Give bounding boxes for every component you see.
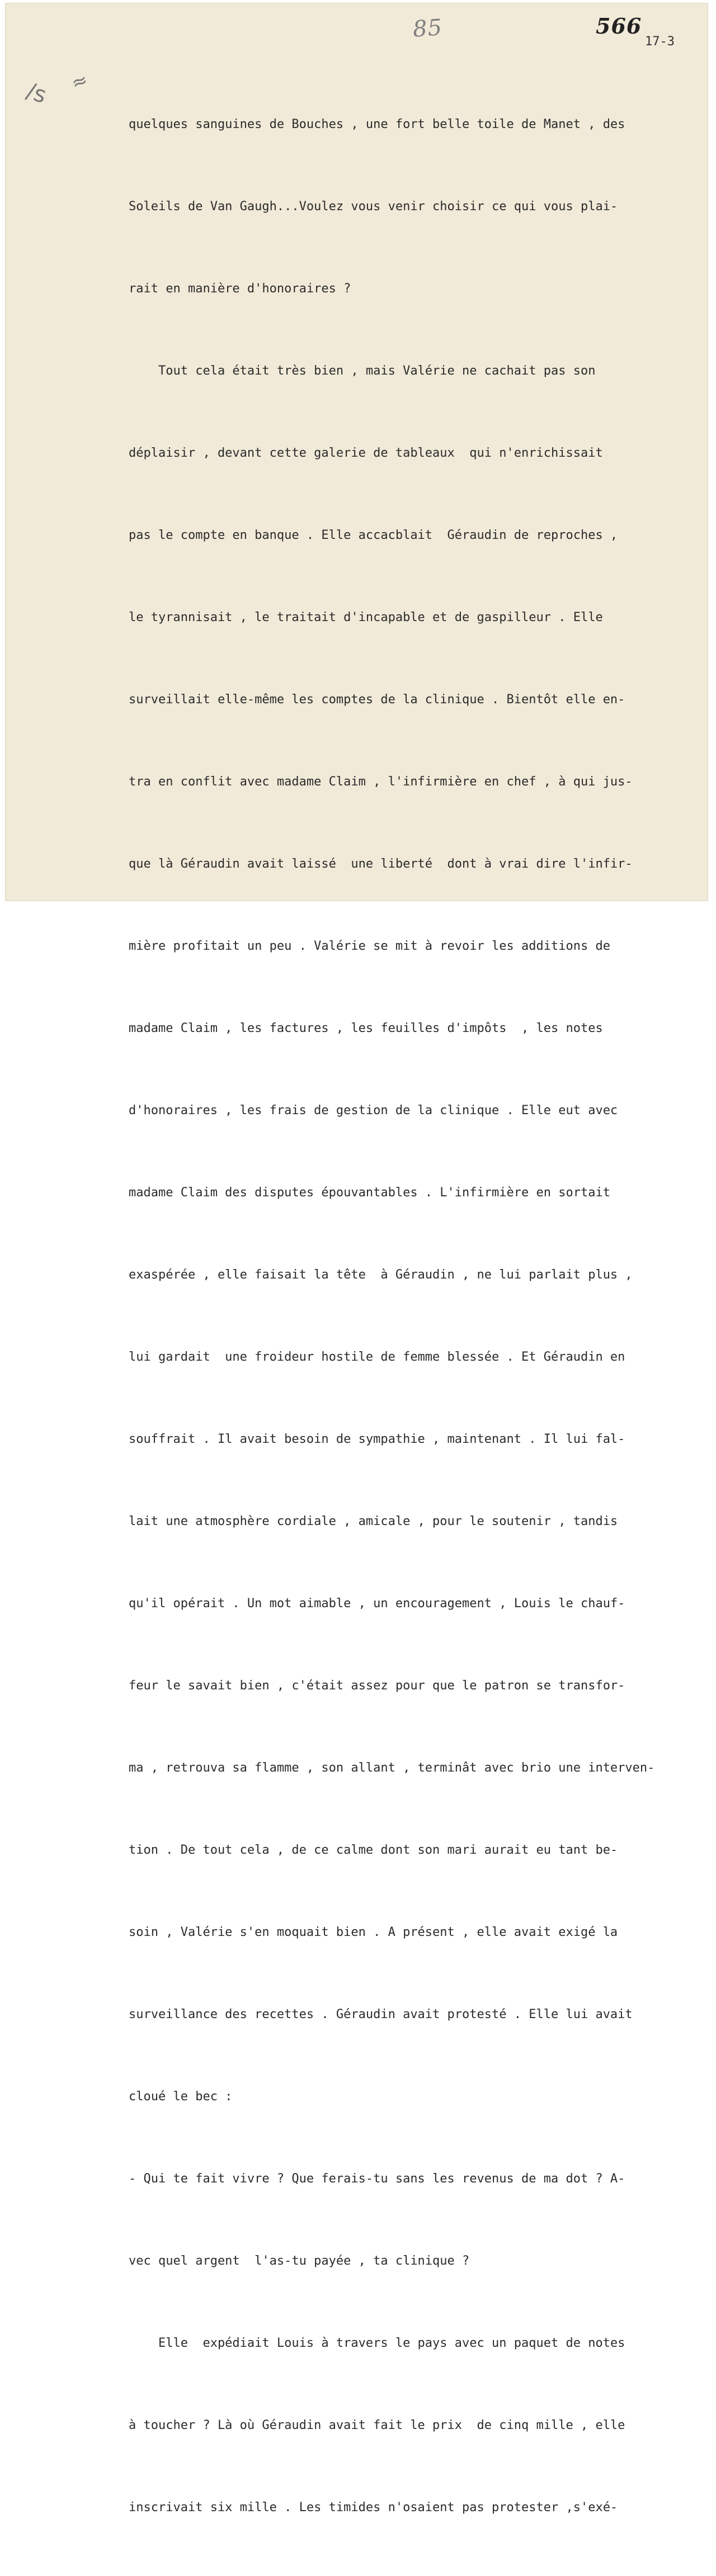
text-line: madame Claim des disputes épouvantables . L'infirmière en sortait	[129, 1186, 610, 1200]
text-line: d'honoraires , les frais de gestion de la clinique . Elle eut avec	[129, 1104, 618, 1117]
text-line: tra en conflit avec madame Claim , l'infirmière en chef , à qui jus-	[129, 775, 633, 789]
text-line: surveillance des recettes . Géraudin avait protesté . Elle lui avait	[129, 2007, 633, 2021]
text-line: déplaisir , devant cette galerie de tableaux qui n'enrichissait	[129, 446, 603, 460]
page-reference: 17-3	[645, 35, 675, 49]
text-line: lait une atmosphère cordiale , amicale , pour le soutenir , tandis	[129, 1514, 618, 1528]
text-line: cloué le bec :	[129, 2090, 233, 2104]
text-line: à toucher ? Là où Géraudin avait fait le prix de cinq mille , elle	[129, 2418, 625, 2432]
text-line: pas le compte en banque . Elle accacblait Géraudin de reproches ,	[129, 528, 618, 542]
text-line: Tout cela était très bien , mais Valérie ne cachait pas son	[129, 364, 596, 378]
text-line: Soleils de Van Gaugh...Voulez vous venir choisir ce qui vous plai-	[129, 200, 618, 214]
ink-folio-number: 566	[596, 13, 642, 39]
text-line: tion . De tout cela , de ce calme dont son mari aurait eu tant be-	[129, 1843, 618, 1857]
pencil-folio-number: 85	[412, 15, 444, 42]
text-line: ma , retrouva sa flamme , son allant , terminât avec brio une interven-	[129, 1761, 655, 1775]
text-line: vec quel argent l'as-tu payée , ta clinique ?	[129, 2254, 470, 2268]
text-line: le tyrannisait , le traitait d'incapable et de gaspilleur . Elle	[129, 610, 603, 624]
text-line: feur le savait bien , c'était assez pour que le patron se transfor-	[129, 1679, 625, 1693]
text-line: lui gardait une froideur hostile de femme blessée . Et Géraudin en	[129, 1350, 625, 1364]
text-line: Elle expédiait Louis à travers le pays avec un paquet de notes	[129, 2336, 625, 2350]
text-line: souffrait . Il avait besoin de sympathie , maintenant . Il lui fal-	[129, 1432, 625, 1446]
margin-annotation: /s	[23, 78, 50, 109]
text-line: exaspérée , elle faisait la tête à Géraudin , ne lui parlait plus ,	[129, 1268, 633, 1282]
text-line: mière profitait un peu . Valérie se mit à revoir les additions de	[129, 939, 610, 953]
text-line: rait en manière d'honoraires ?	[129, 282, 351, 296]
text-line: soin , Valérie s'en moquait bien . A présent , elle avait exigé la	[129, 1925, 618, 1939]
text-line: madame Claim , les factures , les feuilles d'impôts , les notes	[129, 1021, 603, 1035]
text-line: qu'il opérait . Un mot aimable , un encouragement , Louis le chauf-	[129, 1597, 625, 1611]
text-line: que là Géraudin avait laissé une liberté dont à vrai dire l'infir-	[129, 857, 633, 871]
text-line: - Qui te fait vivre ? Que ferais-tu sans les revenus de ma dot ? A-	[129, 2172, 625, 2186]
text-line: inscrivait six mille . Les timides n'osaient pas protester ,s'exé-	[129, 2501, 618, 2515]
typed-page	[6, 3, 708, 2515]
text-line: quelques sanguines de Bouches , une fort belle toile de Manet , des	[129, 117, 625, 131]
margin-scribble-icon: ≈	[68, 68, 91, 95]
typescript-body	[129, 56, 710, 2576]
text-line: surveillait elle-même les comptes de la clinique . Bientôt elle en-	[129, 693, 625, 707]
